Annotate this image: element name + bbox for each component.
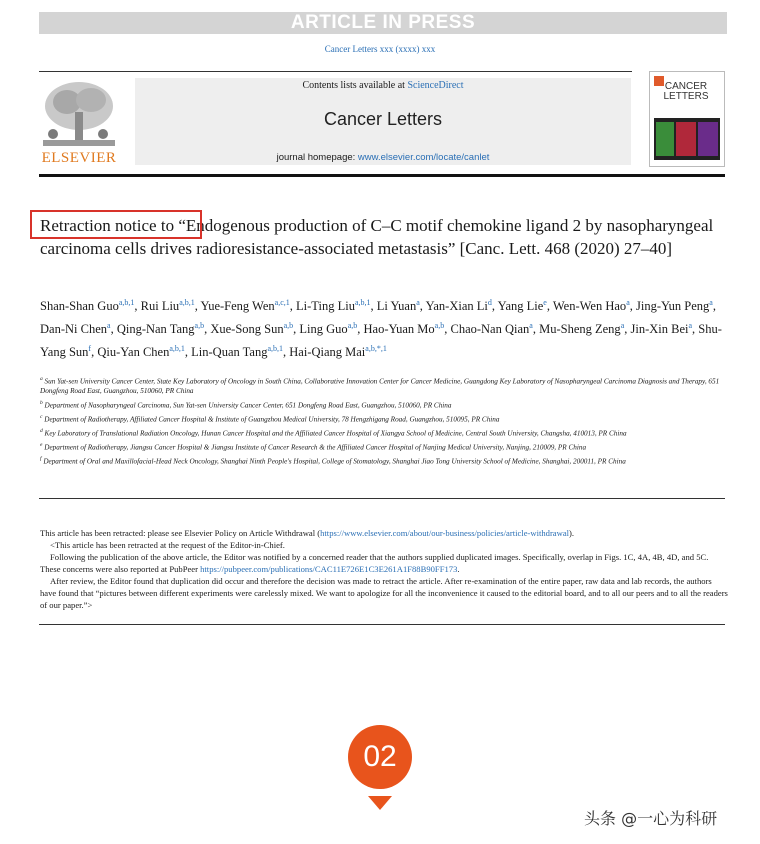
divider — [39, 71, 632, 72]
author-affiliation-marker: a,b,1 — [179, 298, 195, 307]
article-in-press-banner: ARTICLE IN PRESS — [39, 12, 727, 34]
notice-text: ). — [569, 528, 575, 538]
affiliation — [40, 441, 730, 453]
author-affiliation-marker: a — [688, 321, 693, 331]
author-affiliation-marker: a,b,1 — [354, 298, 371, 307]
author-name: Shan-Shan Guo — [40, 299, 119, 314]
author-affiliation-marker: a,b — [434, 321, 445, 331]
author-affiliation-marker: f — [88, 344, 92, 354]
affiliations — [40, 375, 730, 469]
notice-paragraph: <This article has been retracted at the request of the Editor-in-Chief. — [50, 540, 285, 550]
notice-paragraph — [40, 551, 728, 575]
author-affiliation-marker: a — [107, 321, 111, 331]
down-arrow-icon — [368, 796, 392, 810]
journal-title: Cancer Letters — [323, 109, 443, 129]
author-affiliation-marker: a,b — [347, 321, 358, 331]
author-name: Li Yuan — [376, 299, 417, 314]
publisher-name: ELSEVIER — [41, 150, 117, 166]
author-name: Jin-Xin Bei — [630, 322, 689, 337]
author-name: Yue-Feng Wen — [200, 299, 275, 314]
highlight-box — [30, 210, 202, 239]
author-name: Lin-Quan Tang — [191, 345, 268, 360]
affiliation — [40, 427, 730, 439]
divider — [39, 498, 725, 499]
author-affiliation-marker: a — [529, 321, 533, 331]
author-affiliation-marker: e — [543, 298, 547, 307]
withdrawal-policy-link[interactable]: https://www.elsevier.com/about/our-business/policies/article-withdrawal — [320, 528, 570, 538]
affiliation-text: Department of Oral and Maxillofacial-Head Neck Oncology, Shanghai Ninth People's Hospital, College of Stomatology, Shanghai Jiao Tong University School of Medicine, Shanghai, 200011, PR China — [43, 457, 626, 466]
author-name: Shu-Yang Sun — [40, 322, 722, 360]
notice-text: . — [457, 564, 460, 574]
divider — [39, 624, 725, 625]
cover-title-line-2: LETTERS — [663, 91, 709, 102]
affiliation-key: f — [40, 456, 42, 463]
affiliation-text: Key Laboratory of Translational Radiation Oncology, Hunan Cancer Hospital and the Affiliated Cancer Hospital of Xiangya School of Medicine, Central South University, Changsha, 410013, PR China — [44, 429, 627, 438]
author-affiliation-marker: a — [620, 321, 625, 331]
author-name: Yan-Xian Li — [425, 299, 488, 314]
author-name: Li-Ting Liu — [296, 299, 355, 314]
author-name: Jing-Yun Peng — [636, 299, 710, 314]
header-divider — [39, 174, 725, 177]
author-affiliation-marker: a,c,1 — [274, 298, 290, 307]
author-name: Chao-Nan Qian — [450, 322, 530, 337]
contents-prefix: Contents lists available at — [302, 80, 408, 91]
homepage-prefix: journal homepage: — [276, 152, 358, 163]
author-name: Ling Guo — [299, 322, 348, 337]
author-affiliation-marker: a — [416, 298, 420, 307]
author-affiliation-marker: a,b — [194, 321, 205, 331]
author-affiliation-marker: a,b,1 — [169, 344, 185, 354]
affiliation — [40, 455, 730, 467]
author-name: Qiu-Yan Chen — [97, 345, 170, 360]
retraction-label: Retraction notice to — [40, 216, 175, 235]
pubpeer-link[interactable]: https://pubpeer.com/publications/CAC11E726E1C3E261A1F88B90FF173 — [200, 564, 458, 574]
notice-paragraph — [40, 527, 728, 539]
author-affiliation-marker: a — [709, 298, 713, 307]
affiliation-key: e — [40, 442, 43, 449]
author-name: Qing-Nan Tang — [116, 322, 195, 337]
author-name: Mu-Sheng Zeng — [539, 322, 621, 337]
notice-paragraph: After review, the Editor found that duplication did occur and therefore the decision was made to retract the article. After re-examination of the entire paper, raw data and lab records, the authors have found that “pictures between different experiments were carelessly mixed. We want to apologize for all the inconvenience it caused to the editorial board, and to all our peers and to all the readers of our paper.”> — [40, 576, 728, 610]
retraction-notice — [40, 527, 728, 611]
homepage-link[interactable]: www.elsevier.com/locate/canlet — [357, 152, 490, 163]
affiliation-text: Department of Radiotherapy, Affiliated Cancer Hospital & Institute of Guangzhou Medical University, 78 Hengzhigang Road, Guangzhou, 510095, PR China — [44, 415, 500, 424]
affiliation-text: Department of Nasopharyngeal Carcinoma, Sun Yat-sen University Cancer Center, 651 Dongfeng Road East, Guangzhou, 510060, PR China — [44, 401, 452, 410]
author-list: Shan-Shan Guo$^{a,b,1}$, Rui Liu$^{a,b,1}$, Yue-Feng Wen$^{a,c,1}$, Li-Ting Liu$^{a,b,1}$, Li Yuan$^a$, Yan-Xian Li$^d$, Yang Lie$^e$, Wen-Wen Hao$^a$, Jing-Yun Peng$^a$, Dan-Ni Chen$^a$, Qing-Nan Tang$^{a,b}$, Xue-Song Sun$^{a,b}$, Ling Guo$^{a,b}$, Hao-Yuan Mo$^{a,b}$, Chao-Nan Qian$^a$, Mu-Sheng Zeng$^a$, Jin-Xin Bei$^a$, Shu-Yang Sun$^f$, Qiu-Yan Chen$^{a,b,1}$, Lin-Quan Tang$^{a,b,1}$, Hai-Qiang Mai$^{a,b,*,1}$ — [40, 298, 722, 360]
author-name: Wen-Wen Hao — [552, 299, 627, 314]
affiliation-text: Sun Yat-sen University Cancer Center, State Key Laboratory of Oncology in South China, Collaborative Innovation Center for Cancer Medicine, Guangdong Key Laboratory of Nasopharyngeal Carcinoma Diagnosis and Therapy, 651 Dongfeng Road East, Guangzhou, 510060, PR China — [40, 377, 720, 396]
author-name: Hao-Yuan Mo — [363, 322, 435, 337]
affiliation-text: Department of Radiotherapy, Jiangsu Cancer Hospital & Jiangsu Institute of Cancer Research & the Affiliated Cancer Hospital of Nanjing Medical University, Nanjing, 210009, PR China — [44, 443, 587, 452]
author-name: Xue-Song Sun — [210, 322, 284, 337]
author-affiliation-marker: d — [487, 298, 492, 307]
retracted-article-title: “Endogenous production of C–C motif chemokine ligand 2 by nasopharyngeal carcinoma cells drives radioresistance-associated metastasis” [Canc. Lett. 468 (2020) 27–40] — [40, 216, 714, 258]
affiliation-key: a — [40, 376, 43, 382]
author-name: Rui Liu — [140, 299, 180, 314]
cover-title-line-1: CANCER — [664, 81, 708, 92]
author-name: Yang Lie — [497, 299, 544, 314]
sciencedirect-link[interactable]: ScienceDirect — [407, 80, 464, 91]
notice-text: This article has been retracted: please see Elsevier Policy on Article Withdrawal ( — [40, 528, 321, 538]
cover-title — [651, 82, 721, 102]
affiliation-key: c — [40, 413, 43, 420]
author-name: Dan-Ni Chen — [40, 322, 107, 337]
notice-text: Following the publication of the above article, the Editor was notified by a concerned reader that the authors supplied duplicated images. Specifically, overlap in Figs. 1C, 4A, 4B, 4D, and 5C. These concerns were also reported at PubPeer — [40, 552, 709, 574]
author-affiliation-marker: a,b,1 — [267, 344, 284, 354]
author-name: Hai-Qiang Mai — [289, 345, 366, 360]
affiliation — [40, 413, 730, 425]
affiliation — [40, 399, 730, 411]
author-affiliation-marker: a,b,1 — [118, 298, 135, 307]
section-number-badge: 02 — [348, 725, 412, 789]
journal-homepage — [135, 152, 631, 163]
author-affiliation-marker: a — [626, 298, 630, 307]
affiliation-key: b — [40, 399, 43, 406]
author-affiliation-marker: a,b,*,1 — [365, 344, 387, 354]
affiliation — [40, 375, 730, 397]
contents-line — [135, 80, 631, 91]
affiliation-key: d — [40, 427, 43, 434]
author-affiliation-marker: a,b — [283, 321, 294, 331]
journal-citation: Cancer Letters xxx (xxxx) xxx — [324, 44, 436, 54]
source-watermark: 头条 @一心为科研 — [584, 809, 718, 828]
